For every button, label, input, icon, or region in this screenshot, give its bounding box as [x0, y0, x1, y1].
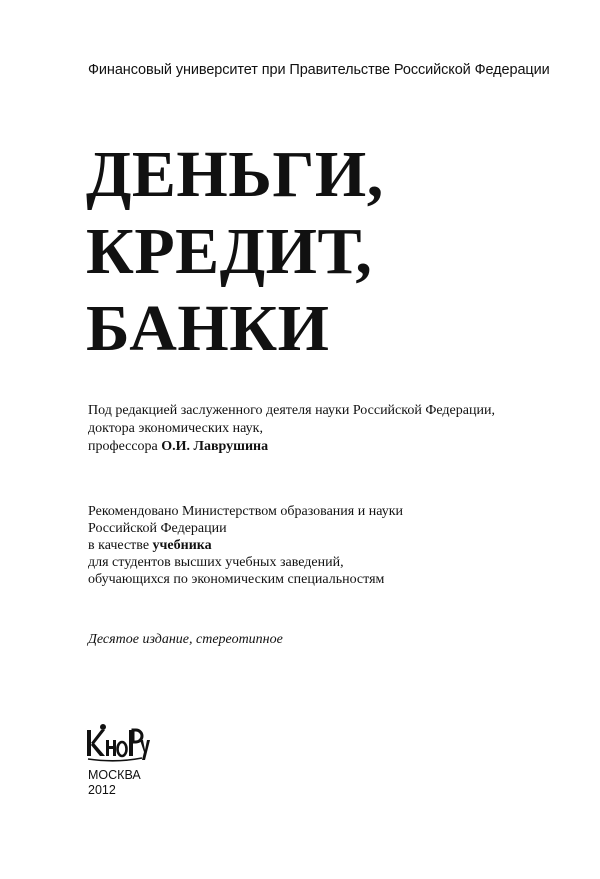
approval-prefix: в качестве: [88, 538, 153, 553]
editor-line-2: доктора экономических наук,: [88, 421, 263, 436]
publication-year: 2012: [88, 783, 116, 797]
book-title: [86, 136, 384, 367]
editor-title-prefix: профессора: [88, 439, 162, 454]
editor-name: О.И. Лаврушина: [161, 439, 269, 454]
editor-line-1: Под редакцией заслуженного деятеля науки Российской Федерации,: [88, 403, 495, 418]
book-title-line-1: ДЕНЬГИ,: [86, 138, 384, 211]
editor-credit: [88, 402, 495, 456]
institution-name: Финансовый университет при Правительстве Российской Федерации: [88, 62, 550, 78]
book-title-line-3: БАНКИ: [86, 292, 330, 365]
publication-city: МОСКВА: [88, 768, 141, 782]
publisher-logo: [86, 722, 152, 762]
edition-note: Десятое издание, стереотипное: [88, 632, 283, 647]
approval-line-1: Рекомендовано Министерством образования и науки: [88, 504, 403, 519]
approval-line-4: для студентов высших учебных заведений,: [88, 555, 344, 570]
approval-line-2: Российской Федерации: [88, 521, 227, 536]
book-title-line-2: КРЕДИТ,: [86, 215, 373, 288]
approval-notice: [88, 503, 403, 588]
editor-line-3: [88, 438, 495, 456]
approval-line-5: обучающихся по экономическим специальностям: [88, 572, 385, 587]
publication-place: [88, 768, 141, 798]
approval-textbook-word: учебника: [152, 538, 212, 553]
approval-line-3: [88, 537, 403, 554]
